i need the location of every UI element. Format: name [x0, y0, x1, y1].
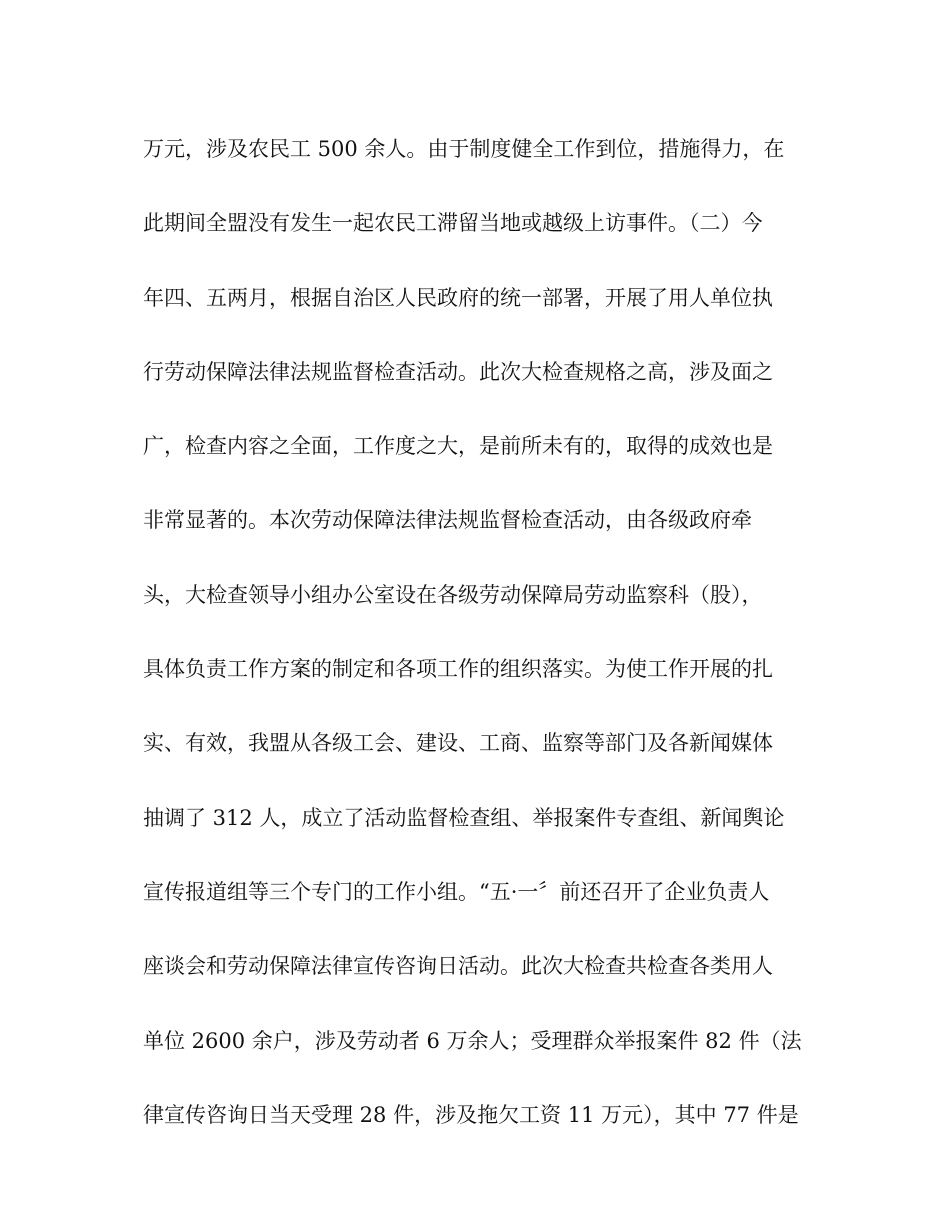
text-line-5: 广，检查内容之全面，工作度之大，是前所未有的，取得的成效也是	[143, 434, 773, 459]
text-line-11: 宣传报道组等三个专门的工作小组。“五·一〞前还召开了企业负责人	[143, 879, 770, 904]
text-line-9: 实、有效，我盟从各级工会、建设、工商、监察等部门及各新闻媒体	[143, 731, 773, 756]
text-line-3: 年四、五两月，根据自治区人民政府的统一部署，开展了用人单位执	[143, 285, 773, 310]
text-line-4: 行劳动保障法律法规监督检查活动。此次大检查规格之高，涉及面之	[143, 359, 773, 384]
text-line-1: 万元，涉及农民工 500 余人。由于制度健全工作到位，措施得力，在	[143, 137, 785, 161]
text-line-13: 单位 2600 余户，涉及劳动者 6 万余人；受理群众举报案件 82 件（法	[143, 1028, 802, 1053]
text-line-12: 座谈会和劳动保障法律宣传咨询日活动。此次大检查共检查各类用人	[143, 954, 773, 979]
text-line-7: 头，大检查领导小组办公室设在各级劳动保障局劳动监察科（股），	[143, 582, 763, 607]
text-line-10: 抽调了 312 人，成立了活动监督检查组、举报案件专查组、新闻舆论	[143, 805, 785, 830]
text-line-6: 非常显著的。本次劳动保障法律法规监督检查活动，由各级政府牵	[143, 508, 752, 533]
text-line-8: 具体负责工作方案的制定和各项工作的组织落实。为使工作开展的扎	[143, 657, 773, 682]
body-text	[143, 123, 823, 1163]
text-line-14: 律宣传咨询日当天受理 28 件，涉及拖欠工资 11 万元），其中 77 件是	[143, 1102, 799, 1127]
text-line-2: 此期间全盟没有发生一起农民工滞留当地或越级上访事件。（二）今	[143, 211, 763, 236]
